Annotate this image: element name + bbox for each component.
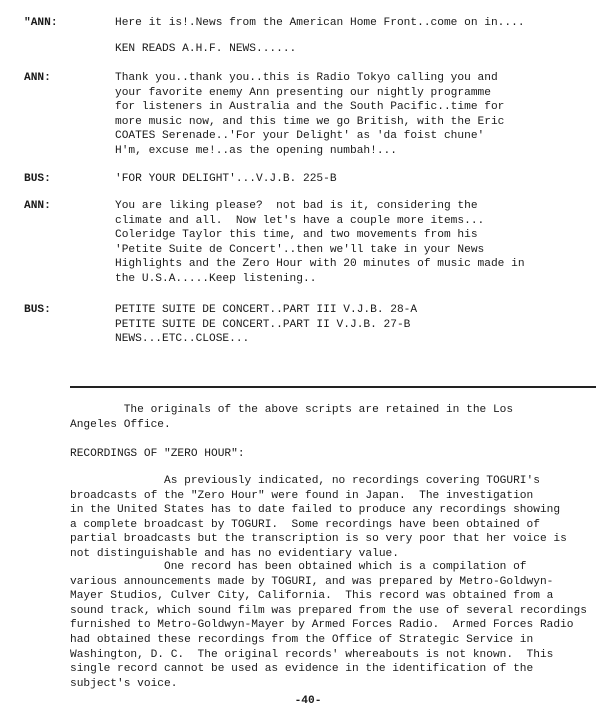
paragraph-line: a complete broadcast by TOGURI. Some recordings have been obtained of [70,518,540,531]
speaker-label: "ANN: [24,17,58,29]
script-text [115,16,585,31]
script-text [115,71,585,159]
paragraph-line: various announcements made by TOGURI, and was prepared by Metro-Goldwyn- [70,575,554,588]
script-line: Coleridge Taylor this time, and two movements from his [115,229,478,242]
section-divider [70,386,596,388]
speaker-label: BUS: [24,304,51,316]
script-line: climate and all. Now let's have a couple more items... [115,214,485,227]
script-line: NEWS...ETC..CLOSE... [115,333,250,346]
script-line: 'Petite Suite de Concert'..then we'll take in your News [115,243,485,256]
paragraph-line: sound track, which sound film was prepared from the use of several recordings [70,604,587,617]
paragraph-line: broadcasts of the "Zero Hour" were found in Japan. The investigation [70,489,534,502]
paragraph-2 [70,560,590,691]
script-line: KEN READS A.H.F. NEWS...... [115,43,297,55]
paragraph-line: furnished to Metro-Goldwyn-Mayer by Armed Forces Radio. Armed Forces Radio [70,619,574,632]
paragraph-line: in the United States has to date failed to produce any recordings showing [70,504,561,517]
script-line: PETITE SUITE DE CONCERT..PART III V.J.B. 28-A [115,304,418,316]
script-line: PETITE SUITE DE CONCERT..PART II V.J.B. 27-B [115,318,411,331]
paragraph-line: The originals of the above scripts are retained in the Los [70,404,514,416]
speaker-label: BUS: [24,173,51,185]
script-line: Highlights and the Zero Hour with 20 minutes of music made in [115,258,525,271]
paragraph-line: single record cannot be used as evidence in the identification of the [70,663,534,676]
script-line: for listeners in Australia and the South Pacific..time for [115,101,505,114]
paragraph-line: partial broadcasts but the transcription is so very poor that her voice is [70,533,567,546]
script-text [115,42,585,57]
paragraph-line: subject's voice. [70,677,178,690]
paragraph-line: Mayer Studios, Culver City, California. This record was obtained from a [70,590,554,603]
section-heading: RECORDINGS OF "ZERO HOUR": [70,448,245,460]
script-text [115,172,585,187]
paragraph-line: Angeles Office. [70,418,171,431]
paragraph-line: One record has been obtained which is a compilation of [70,561,527,573]
script-line: Thank you..thank you..this is Radio Tokyo calling you and [115,72,498,84]
paragraph-line: not distinguishable and has no evidentiary value. [70,547,399,560]
script-text [115,303,585,347]
script-line: the U.S.A.....Keep listening.. [115,272,317,285]
script-line: COATES Serenade..'For your Delight' as 'da foist chune' [115,130,485,143]
paragraph-1 [70,474,590,562]
paragraph-line: had obtained these recordings from the Office of Strategic Service in [70,633,534,646]
script-line: H'm, excuse me!..as the opening numbah!... [115,144,397,157]
paragraph-line: Washington, D. C. The original records' whereabouts is not known. This [70,648,554,661]
script-line: 'FOR YOUR DELIGHT'...V.J.B. 225-B [115,173,337,185]
script-line: more music now, and this time we go British, with the Eric [115,115,505,128]
originals-note [70,403,590,432]
speaker-label: ANN: [24,200,51,212]
page-number: -40- [294,695,322,707]
script-text [115,199,585,287]
speaker-label: ANN: [24,72,51,84]
script-line: your favorite enemy Ann presenting our nightly programme [115,86,491,99]
script-line: Here it is!.News from the American Home Front..come on in.... [115,17,525,29]
script-line: You are liking please? not bad is it, considering the [115,200,478,212]
paragraph-line: As previously indicated, no recordings covering TOGURI's [70,475,540,487]
